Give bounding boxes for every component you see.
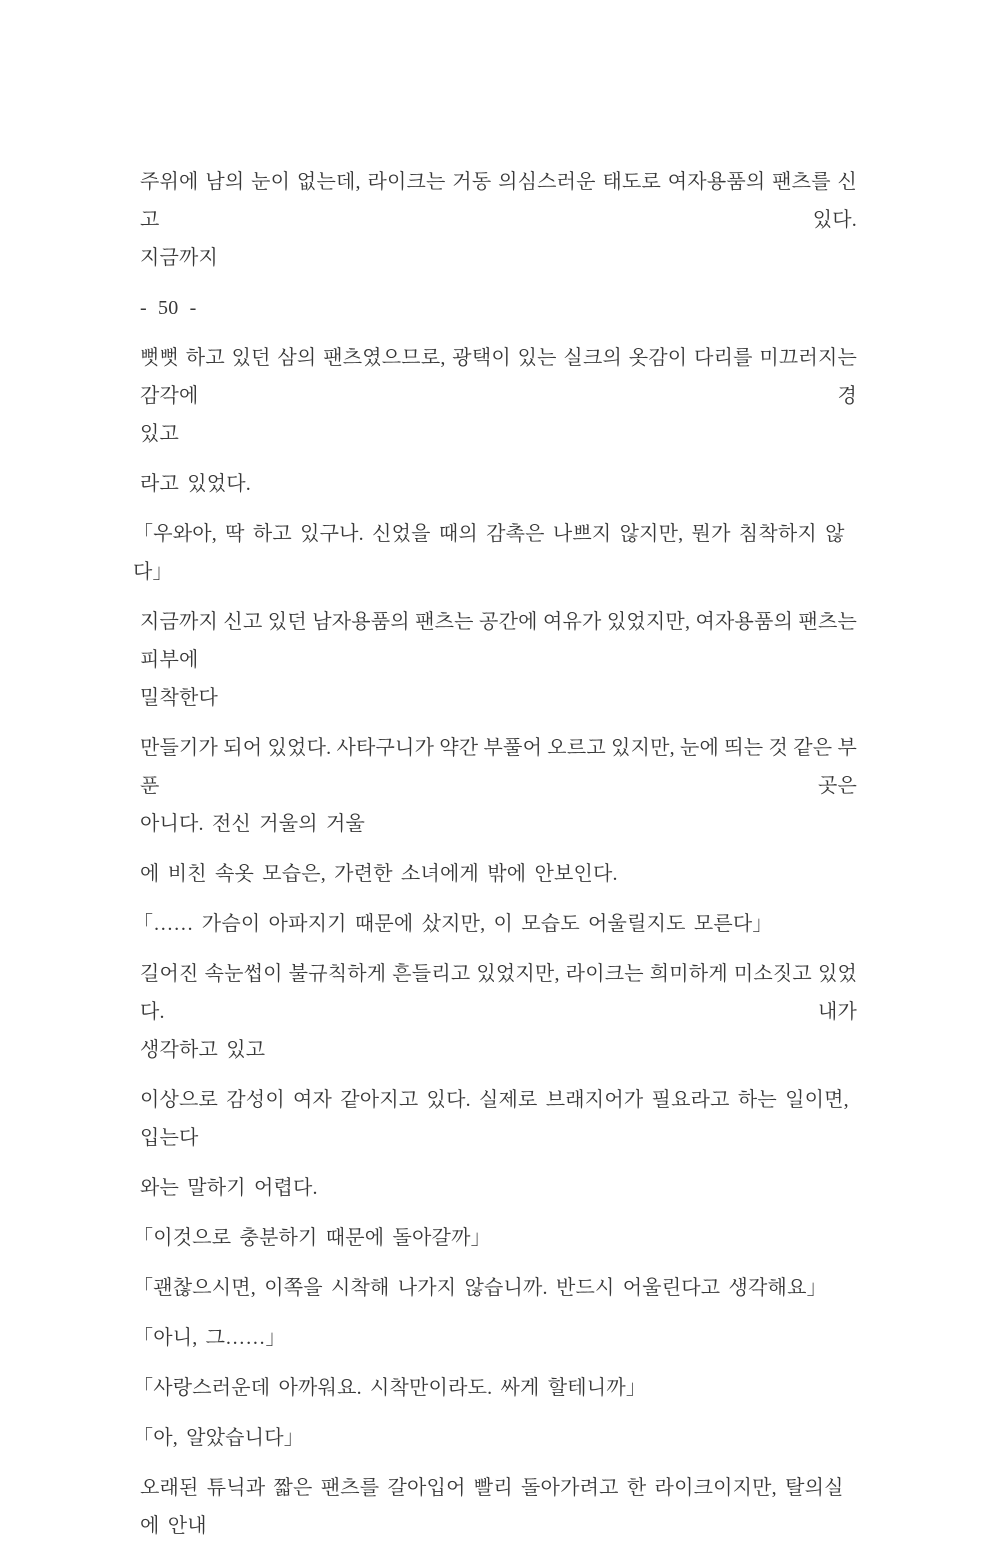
text-line: 오래된 튜닉과 짧은 팬츠를 갈아입어 빨리 돌아가려고 한 라이크이지만, 탈의실에 안내	[140, 1477, 844, 1537]
paragraph	[140, 855, 857, 893]
text-line: 지금까지 신고 있던 남자용품의 팬츠는 공간에 여유가 있었지만, 여자용품의 팬츠는 피부에	[140, 611, 863, 671]
text-line: 와는 말하기 어렵다.	[140, 1177, 318, 1199]
text-line: 에 비친 속옷 모습은, 가련한 소녀에게 밖에 안보인다.	[140, 863, 618, 885]
paragraph	[133, 515, 857, 591]
paragraph	[140, 729, 857, 843]
dialogue-line: 「사랑스러운데 아까워요. 시착만이라도. 싸게 할테니까」	[133, 1377, 647, 1399]
text-line: 길어진 속눈썹이 불규칙하게 흔들리고 있었지만, 라이크는 희미하게 미소짓고 있었다. 내가	[140, 963, 857, 1023]
paragraph	[140, 1169, 857, 1207]
text-line: 라고 있었다.	[140, 473, 251, 495]
text-line: 있고	[140, 423, 180, 445]
paragraph	[140, 465, 857, 503]
text-line: 밀착한다	[140, 687, 219, 709]
paragraph	[133, 1219, 857, 1257]
text-line: 생각하고 있고	[140, 1039, 266, 1061]
text-line: 뻣뻣 하고 있던 삼의 팬츠였으므로, 광택이 있는 실크의 옷감이 다리를 미끄러지는 감각에 경	[140, 347, 863, 407]
text-line: 주위에 남의 눈이 없는데, 라이크는 거동 의심스러운 태도로 여자용품의 팬츠를 신고 있다.	[140, 171, 857, 231]
dialogue-line: 「이것으로 충분하기 때문에 돌아갈까」	[133, 1227, 491, 1249]
text-line: 지금까지	[140, 247, 219, 269]
paragraph	[133, 905, 857, 943]
text-line: 이상으로 감성이 여자 같아지고 있다. 실제로 브래지어가 필요라고 하는 일이면, 입는다	[140, 1089, 858, 1149]
paragraph	[140, 289, 857, 327]
paragraph	[140, 163, 857, 277]
paragraph	[133, 1369, 857, 1407]
paragraph	[133, 1419, 857, 1457]
dialogue-line: 「아, 알았습니다」	[133, 1427, 304, 1449]
page-number: - 50 -	[140, 297, 197, 319]
dialogue-line: 「괜찮으시면, 이쪽을 시착해 나가지 않습니까. 반드시 어울린다고 생각해요」	[133, 1277, 827, 1299]
paragraph	[140, 339, 863, 453]
dialogue-line: 「우와아, 딱 하고 있구나. 신었을 때의 감촉은 나쁘지 않지만, 뭔가 침착하지 않다」	[133, 523, 845, 583]
paragraph	[133, 1319, 857, 1357]
dialogue-line: 「…… 가슴이 아파지기 때문에 샀지만, 이 모습도 어울릴지도 모른다」	[133, 913, 773, 935]
dialogue-line: 「아니, 그……」	[133, 1327, 286, 1349]
paragraph	[140, 1469, 857, 1545]
paragraph	[133, 1269, 857, 1307]
paragraph	[140, 1081, 857, 1157]
paragraph	[140, 955, 857, 1069]
paragraph	[140, 603, 863, 717]
text-line: 만들기가 되어 있었다. 사타구니가 약간 부풀어 오르고 있지만, 눈에 띄는 것 같은 부푼 곳은	[140, 737, 857, 797]
text-line: 아니다. 전신 거울의 거울	[140, 813, 365, 835]
